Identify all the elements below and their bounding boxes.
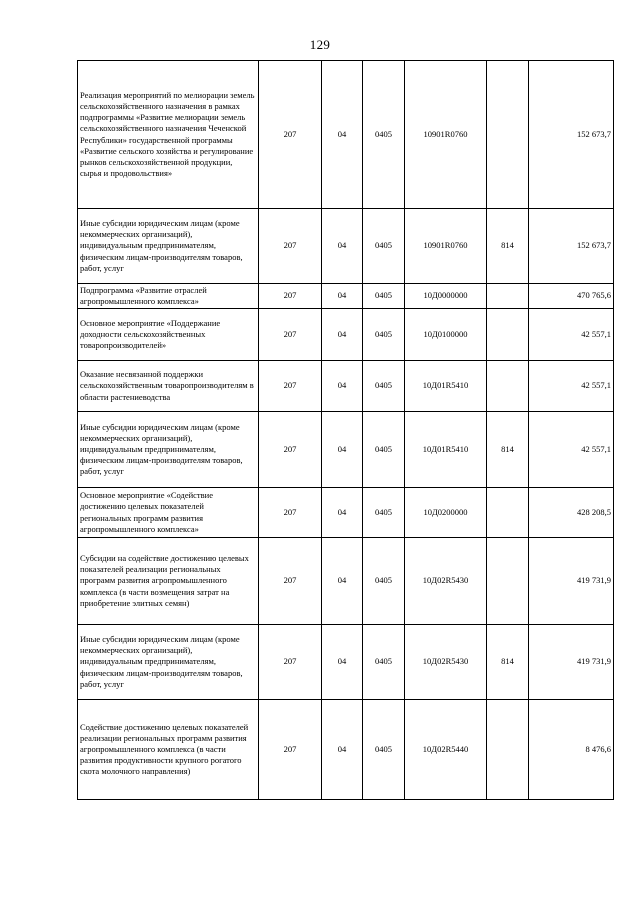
- subsection-code: 0405: [363, 538, 405, 625]
- target-article-code: 10Д02R5430: [405, 538, 487, 625]
- expense-type-code: [487, 361, 529, 412]
- subsection-code: 0405: [363, 284, 405, 309]
- target-article-code: 10Д01R5410: [405, 412, 487, 488]
- amount-value: 428 208,5: [529, 488, 614, 538]
- table-row: [78, 412, 614, 488]
- amount-value: 152 673,7: [529, 61, 614, 209]
- row-name: Основное мероприятие «Поддержание доходности сельскохозяйственных товаропроизводителей»: [78, 309, 259, 361]
- expense-type-code: [487, 61, 529, 209]
- subsection-code: 0405: [363, 361, 405, 412]
- ministry-code: 207: [259, 309, 322, 361]
- ministry-code: 207: [259, 61, 322, 209]
- section-code: 04: [322, 361, 363, 412]
- subsection-code: 0405: [363, 488, 405, 538]
- expense-type-code: 814: [487, 625, 529, 700]
- target-article-code: 10Д02R5440: [405, 700, 487, 800]
- row-name: Основное мероприятие «Содействие достижению целевых показателей региональных программ развития агропромышленного комплекса»: [78, 488, 259, 538]
- ministry-code: 207: [259, 209, 322, 284]
- expense-type-code: 814: [487, 209, 529, 284]
- table-row: [78, 488, 614, 538]
- ministry-code: 207: [259, 361, 322, 412]
- target-article-code: 10901R0760: [405, 61, 487, 209]
- table-row: [78, 700, 614, 800]
- expense-type-code: [487, 700, 529, 800]
- subsection-code: 0405: [363, 625, 405, 700]
- table-row: [78, 209, 614, 284]
- amount-value: 152 673,7: [529, 209, 614, 284]
- section-code: 04: [322, 61, 363, 209]
- row-name: Подпрограмма «Развитие отраслей агропромышленного комплекса»: [78, 284, 259, 309]
- amount-value: 42 557,1: [529, 412, 614, 488]
- expense-type-code: [487, 309, 529, 361]
- amount-value: 8 476,6: [529, 700, 614, 800]
- subsection-code: 0405: [363, 309, 405, 361]
- row-name: Реализация мероприятий по мелиорации земель сельскохозяйственного назначения в рамках подпрограммы «Развитие мелиорации земель сельскохозяйственного назначения Чеченской Республики» государственной программы «Развитие сельского хозяйства и регулирование рынков сельскохозяйственной продукции, сырья и продовольствия»: [78, 61, 259, 209]
- subsection-code: 0405: [363, 412, 405, 488]
- target-article-code: 10Д02R5430: [405, 625, 487, 700]
- ministry-code: 207: [259, 488, 322, 538]
- target-article-code: 10Д0100000: [405, 309, 487, 361]
- subsection-code: 0405: [363, 209, 405, 284]
- table-row: [78, 538, 614, 625]
- target-article-code: 10Д01R5410: [405, 361, 487, 412]
- target-article-code: 10901R0760: [405, 209, 487, 284]
- budget-table: [77, 60, 614, 800]
- amount-value: 470 765,6: [529, 284, 614, 309]
- table-row: [78, 61, 614, 209]
- table-row: [78, 361, 614, 412]
- ministry-code: 207: [259, 538, 322, 625]
- section-code: 04: [322, 488, 363, 538]
- table-row: [78, 625, 614, 700]
- expense-type-code: [487, 284, 529, 309]
- amount-value: 419 731,9: [529, 538, 614, 625]
- ministry-code: 207: [259, 625, 322, 700]
- row-name: Оказание несвязанной поддержки сельскохозяйственным товаропроизводителям в области растениеводства: [78, 361, 259, 412]
- section-code: 04: [322, 284, 363, 309]
- section-code: 04: [322, 538, 363, 625]
- expense-type-code: 814: [487, 412, 529, 488]
- table-row: [78, 284, 614, 309]
- ministry-code: 207: [259, 412, 322, 488]
- amount-value: 42 557,1: [529, 309, 614, 361]
- expense-type-code: [487, 488, 529, 538]
- ministry-code: 207: [259, 284, 322, 309]
- row-name: Иные субсидии юридическим лицам (кроме некоммерческих организаций), индивидуальным предпринимателям, физическим лицам-производителям товаров, работ, услуг: [78, 625, 259, 700]
- section-code: 04: [322, 412, 363, 488]
- row-name: Иные субсидии юридическим лицам (кроме некоммерческих организаций), индивидуальным предпринимателям, физическим лицам-производителям товаров, работ, услуг: [78, 412, 259, 488]
- section-code: 04: [322, 625, 363, 700]
- amount-value: 419 731,9: [529, 625, 614, 700]
- section-code: 04: [322, 309, 363, 361]
- expense-type-code: [487, 538, 529, 625]
- amount-value: 42 557,1: [529, 361, 614, 412]
- table-row: [78, 309, 614, 361]
- section-code: 04: [322, 700, 363, 800]
- subsection-code: 0405: [363, 61, 405, 209]
- subsection-code: 0405: [363, 700, 405, 800]
- target-article-code: 10Д0000000: [405, 284, 487, 309]
- target-article-code: 10Д0200000: [405, 488, 487, 538]
- section-code: 04: [322, 209, 363, 284]
- row-name: Содействие достижению целевых показателей реализации региональных программ развития агропромышленного комплекса (в части развития продуктивности крупного рогатого скота молочного направления): [78, 700, 259, 800]
- ministry-code: 207: [259, 700, 322, 800]
- page-number: 129: [309, 37, 331, 52]
- row-name: Иные субсидии юридическим лицам (кроме некоммерческих организаций), индивидуальным предпринимателям, физическим лицам-производителям товаров, работ, услуг: [78, 209, 259, 284]
- row-name: Субсидии на содействие достижению целевых показателей реализации региональных программ развития агропромышленного комплекса (в части возмещения затрат на приобретение элитных семян): [78, 538, 259, 625]
